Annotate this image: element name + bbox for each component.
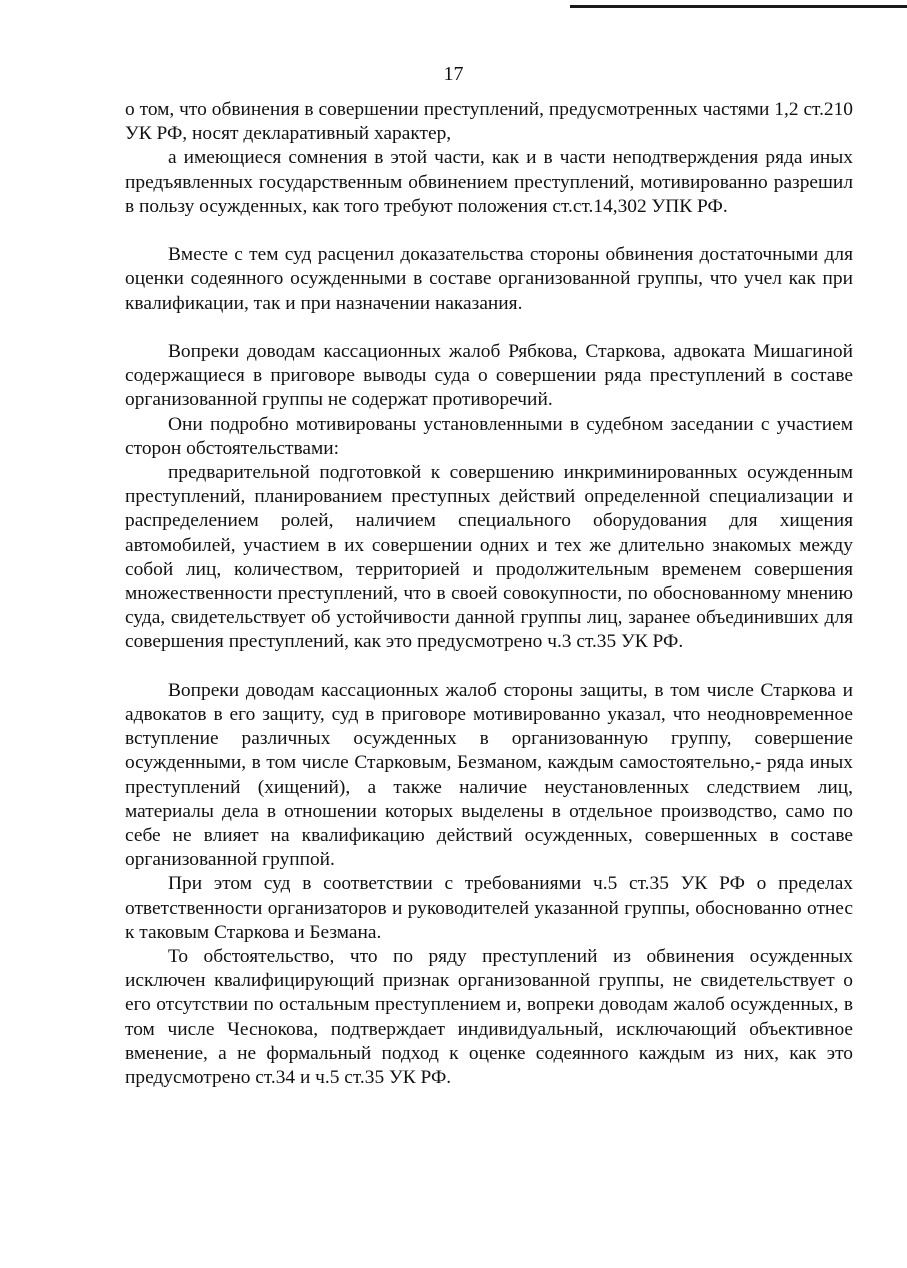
page-number: 17	[443, 63, 464, 85]
paragraph-5: Они подробно мотивированы установленными в судебном заседании с участием сторон обстоятельствами:	[125, 413, 853, 459]
paragraph-6: предварительной подготовкой к совершению инкриминированных осужденным преступлений, планированием преступных действий определенной специализации и распределением ролей, наличием специального оборудования для хищения автомобилей, участием в их совершении одних и тех же длительно знакомых между собой лиц, количеством, территорией и продолжительным временем совершения множественности преступлений, что в своей совокупности, по обоснованному мнению суда, свидетельствует об устойчивости данной группы лиц, заранее объединивших для совершения преступлений, как это предусмотрено ч.3 ст.35 УК РФ.	[125, 462, 853, 653]
paragraph-3: Вместе с тем суд расценил доказательства стороны обвинения достаточными для оценки содеянного осужденными в составе организованной группы, что учел как при квалификации, так и при назначении наказания.	[125, 244, 853, 314]
paragraph-1: о том, что обвинения в совершении преступлений, предусмотренных частями 1,2 ст.210 УК РФ, носят декларативный характер,	[125, 99, 853, 145]
document-body	[125, 98, 853, 1090]
paragraph-9: То обстоятельство, что по ряду преступлений из обвинения осужденных исключен квалифицирующий признак организованной группы, не свидетельствует о его отсутствии по остальным преступлением и, вопреки доводам жалоб осужденных, в том числе Чеснокова, подтверждает индивидуальный, исключающий объективное вменение, а не формальный подход к оценке содеянного каждым из них, как это предусмотрено ст.34 и ч.5 ст.35 УК РФ.	[125, 946, 853, 1089]
paragraph-7: Вопреки доводам кассационных жалоб стороны защиты, в том числе Старкова и адвокатов в его защиту, суд в приговоре мотивированно указал, что неодновременное вступление различных осужденных в организованную группу, совершение осужденными, в том числе Старковым, Безманом, каждым самостоятельно,- ряда иных преступлений (хищений), а также наличие неустановленных следствием лиц, материалы дела в отношении которых выделены в отдельное производство, само по себе не влияет на квалификацию действий осужденных, совершенных в составе организованной группой.	[125, 679, 853, 871]
header-rule	[570, 5, 907, 8]
paragraph-8: При этом суд в соответствии с требованиями ч.5 ст.35 УК РФ о пределах ответственности организаторов и руководителей указанной группы, обоснованно отнес к таковым Старкова и Безмана.	[125, 873, 853, 943]
paragraph-4: Вопреки доводам кассационных жалоб Рябкова, Старкова, адвоката Мишагиной содержащиеся в приговоре выводы суда о совершении ряда преступлений в составе организованной группы не содержат противоречий.	[125, 341, 853, 411]
paragraph-2: а имеющиеся сомнения в этой части, как и в части неподтверждения ряда иных предъявленных государственным обвинением преступлений, мотивированно разрешил в пользу осужденных, как того требуют положения ст.ст.14,302 УПК РФ.	[125, 147, 853, 217]
